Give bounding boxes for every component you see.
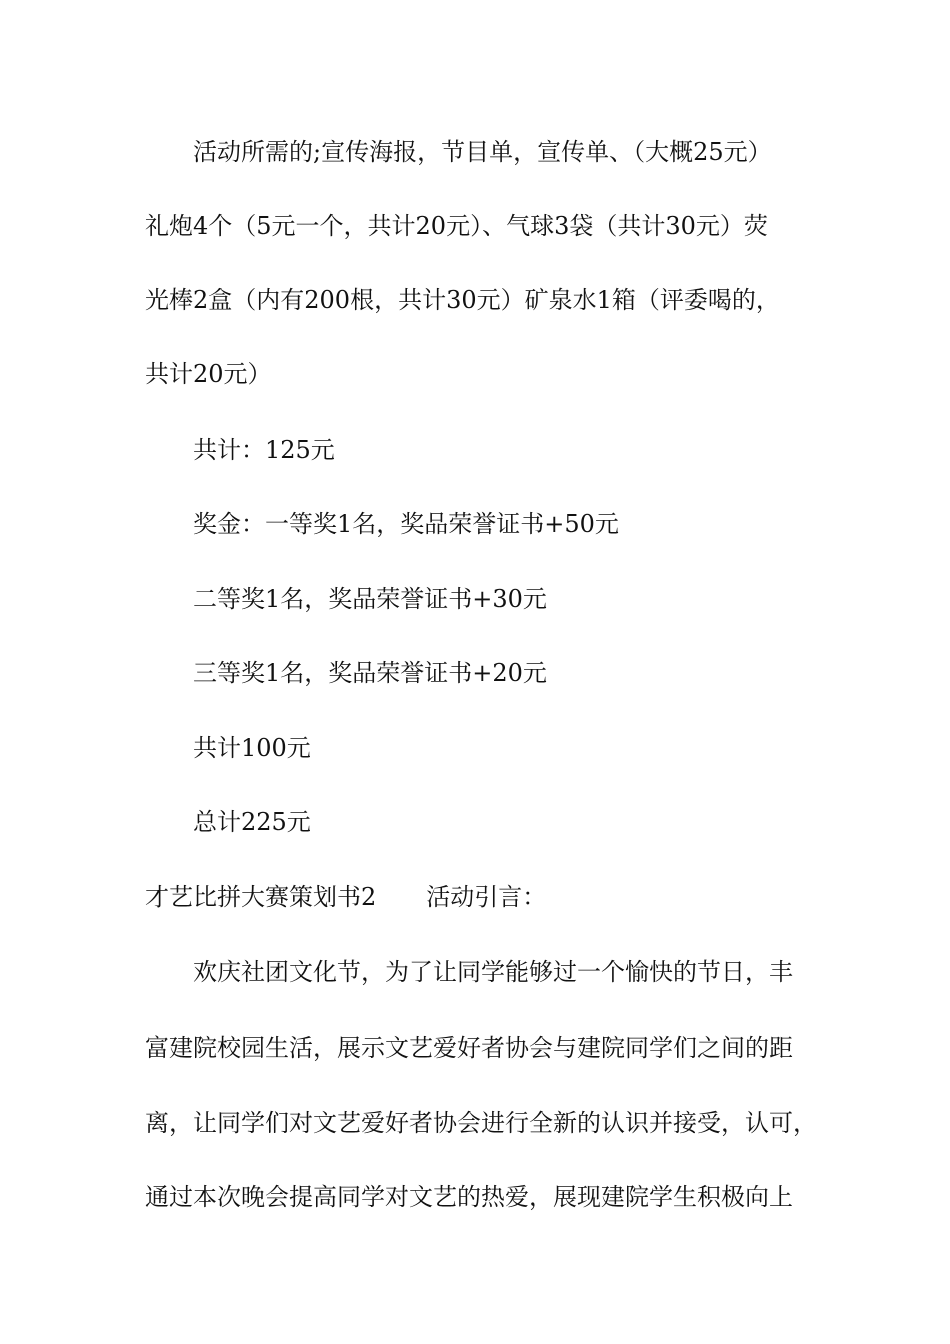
paragraph-line-2: 富建院校园生活，展示文艺爱好者协会与建院同学们之间的距 bbox=[145, 1034, 793, 1062]
section-title: 才艺比拼大赛策划书2 bbox=[145, 883, 377, 911]
paragraph-line-3: 离，让同学们对文艺爱好者协会进行全新的认识并接受，认可， bbox=[145, 1109, 817, 1137]
text-line-subtotal-prizes: 共计100元 bbox=[193, 734, 311, 762]
text-line-glowsticks-water: 光棒2盒（内有200根，共计30元）矿泉水1箱（评委喝的， bbox=[145, 286, 780, 314]
text-line-water-total: 共计20元） bbox=[145, 360, 272, 388]
section-subtitle: 活动引言： bbox=[426, 883, 547, 911]
text-line-fireworks-balloons: 礼炮4个（5元一个，共计20元）、气球3袋（共计30元）荧 bbox=[145, 212, 768, 240]
text-line-grand-total: 总计225元 bbox=[193, 808, 311, 836]
paragraph-line-1: 欢庆社团文化节，为了让同学能够过一个愉快的节日，丰 bbox=[193, 958, 793, 986]
text-line-first-prize: 奖金：一等奖1名，奖品荣誉证书+50元 bbox=[193, 510, 619, 538]
paragraph-line-4: 通过本次晚会提高同学对文艺的热爱，展现建院学生积极向上 bbox=[145, 1183, 793, 1211]
section-heading bbox=[145, 881, 825, 913]
text-line-third-prize: 三等奖1名，奖品荣誉证书+20元 bbox=[193, 659, 547, 687]
text-line-second-prize: 二等奖1名，奖品荣誉证书+30元 bbox=[193, 585, 547, 613]
text-line-materials: 活动所需的;宣传海报，节目单，宣传单、（大概25元） bbox=[193, 138, 772, 166]
text-line-subtotal-materials: 共计：125元 bbox=[193, 436, 335, 464]
